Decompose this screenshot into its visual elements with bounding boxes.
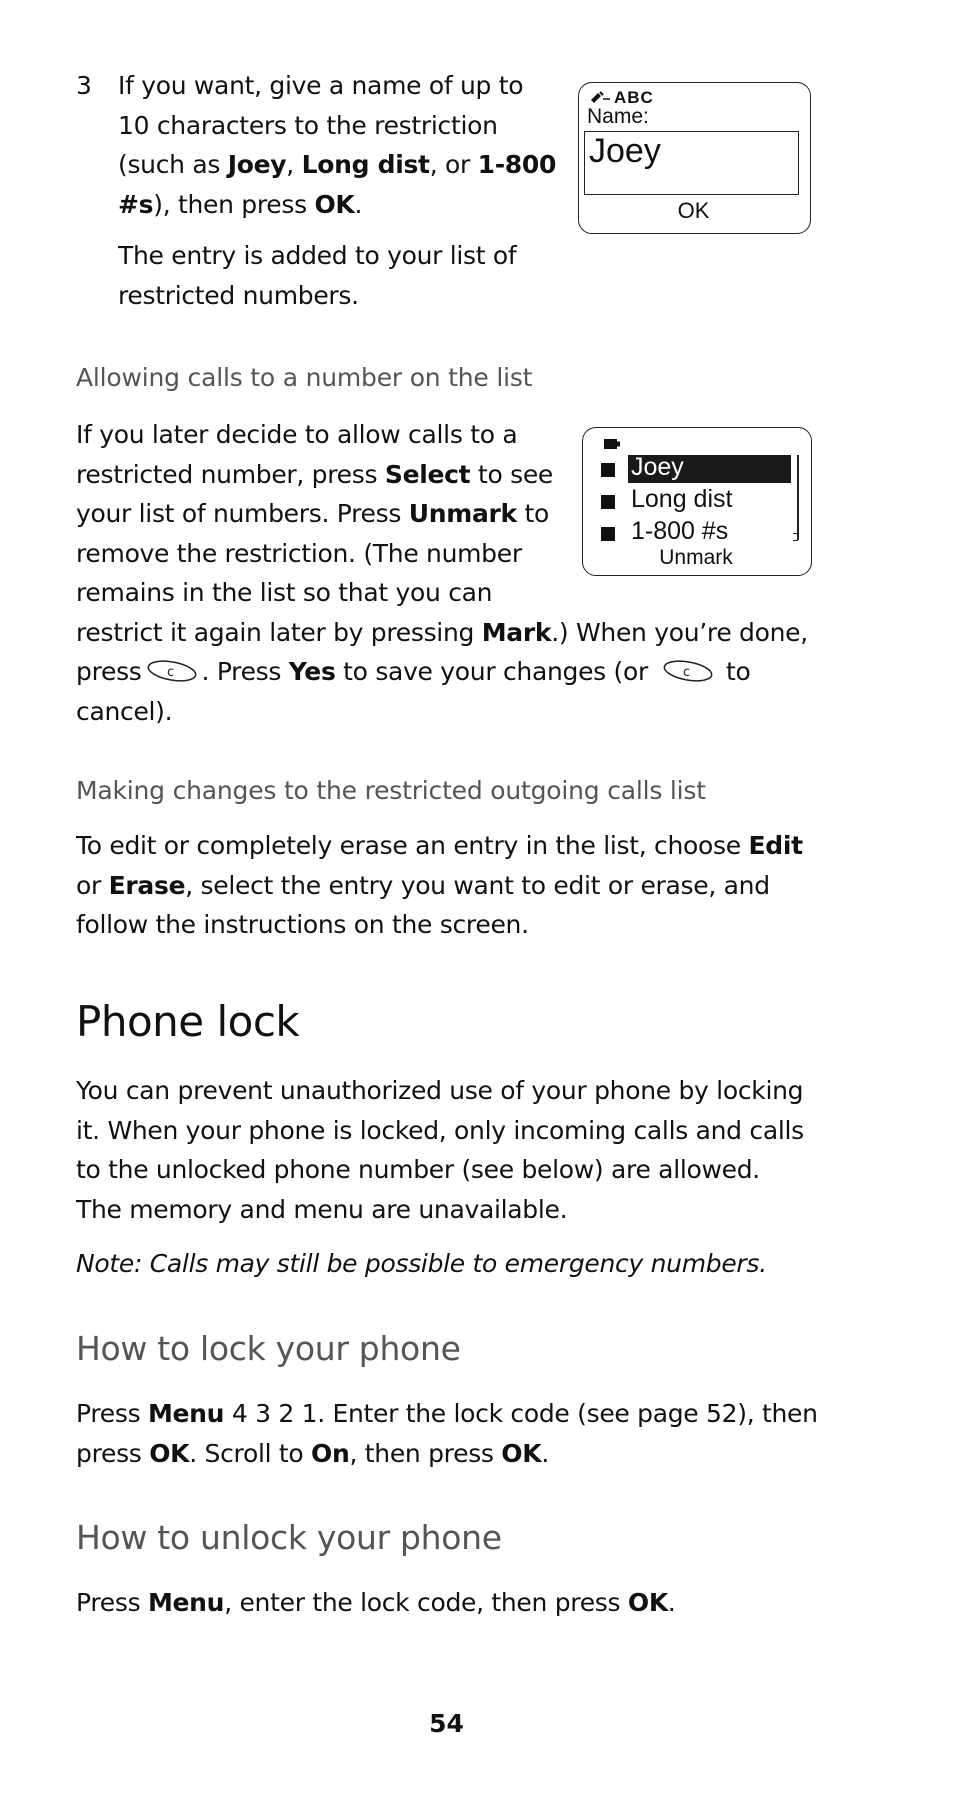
step3-added-line1: The entry is added to your list of	[118, 241, 517, 270]
allowing-line7: press c . Press Yes to save your changes (or c to	[76, 657, 751, 686]
allowing-line6: restrict it again later by pressing Mark.) When you’re done,	[76, 617, 808, 647]
list-item-label: Joey	[631, 453, 684, 481]
phone-lock-line4: The memory and menu are unavailable.	[76, 1194, 568, 1224]
scrollbar-end	[793, 533, 798, 541]
list-bullet	[601, 527, 615, 541]
emergency-note: Note: Calls may still be possible to emergency numbers.	[76, 1249, 767, 1278]
step3-line2: 10 characters to the restriction	[118, 110, 498, 140]
heading-how-to-lock: How to lock your phone	[76, 1329, 461, 1368]
allowing-line5: remains in the list so that you can	[76, 578, 493, 607]
write-mode-icon	[589, 90, 611, 104]
making-changes-paragraph	[76, 826, 836, 945]
section-title-phone-lock: Phone lock	[76, 997, 300, 1046]
unlock-line1: Press Menu, enter the lock code, then press OK.	[76, 1588, 676, 1617]
softkey-ok: OK	[677, 198, 710, 223]
page-number: 54	[429, 1709, 464, 1738]
unlock-instructions	[76, 1583, 856, 1623]
step3-text	[118, 66, 558, 315]
section-heading-allowing: Allowing calls to a number on the list	[76, 363, 533, 392]
input-mode-indicator: ABC	[614, 88, 654, 107]
phone-lock-line3: to the unlocked phone number (see below) are allowed.	[76, 1155, 760, 1184]
step3-added-line2: restricted numbers.	[118, 280, 359, 310]
allowing-line4: remove the restriction. (The number	[76, 538, 522, 568]
name-input-value: Joey	[589, 132, 661, 170]
end-key-icon	[662, 660, 714, 682]
phone-screen-restricted-list	[582, 427, 812, 576]
lock-line1: Press Menu 4 3 2 1. Enter the lock code (see page 52), then	[76, 1399, 818, 1428]
svg-text:c: c	[682, 665, 690, 680]
allowing-line1: If you later decide to allow calls to a	[76, 420, 518, 449]
making-line2: or Erase, select the entry you want to edit or erase, and	[76, 870, 770, 900]
allowing-line2: restricted number, press Select to see	[76, 459, 554, 489]
battery-icon	[603, 438, 621, 450]
name-input-box	[584, 131, 799, 195]
making-line3: follow the instructions on the screen.	[76, 910, 529, 939]
end-key-icon	[146, 660, 198, 682]
making-line1: To edit or completely erase an entry in the list, choose Edit	[76, 831, 803, 860]
lock-instructions	[76, 1394, 856, 1473]
list-item-label: 1-800 #s	[631, 517, 729, 545]
list-bullet	[601, 463, 615, 477]
svg-text:c: c	[166, 665, 174, 680]
section-heading-making-changes: Making changes to the restricted outgoing calls list	[76, 776, 706, 805]
list-item-label: Long dist	[631, 485, 733, 513]
step3-line4: #s), then press OK.	[118, 189, 363, 219]
phone-lock-paragraph	[76, 1071, 856, 1229]
phone-lock-line2: it. When your phone is locked, only incoming calls and calls	[76, 1115, 804, 1145]
list-bullet	[601, 495, 615, 509]
lock-line2: press OK. Scroll to On, then press OK.	[76, 1438, 549, 1468]
phone-lock-line1: You can prevent unauthorized use of your phone by locking	[76, 1076, 804, 1105]
allowing-line8: cancel).	[76, 696, 173, 726]
name-label: Name:	[587, 105, 649, 128]
softkey-unmark: Unmark	[659, 546, 733, 569]
step-number: 3	[76, 71, 92, 100]
scrollbar	[797, 455, 799, 540]
heading-how-to-unlock: How to unlock your phone	[76, 1518, 502, 1557]
allowing-line3: your list of numbers. Press Unmark to	[76, 499, 550, 528]
step3-line1: If you want, give a name of up to	[118, 71, 524, 100]
phone-screen-name-entry	[578, 82, 811, 234]
step3-line3: (such as Joey, Long dist, or 1-800	[118, 150, 557, 179]
